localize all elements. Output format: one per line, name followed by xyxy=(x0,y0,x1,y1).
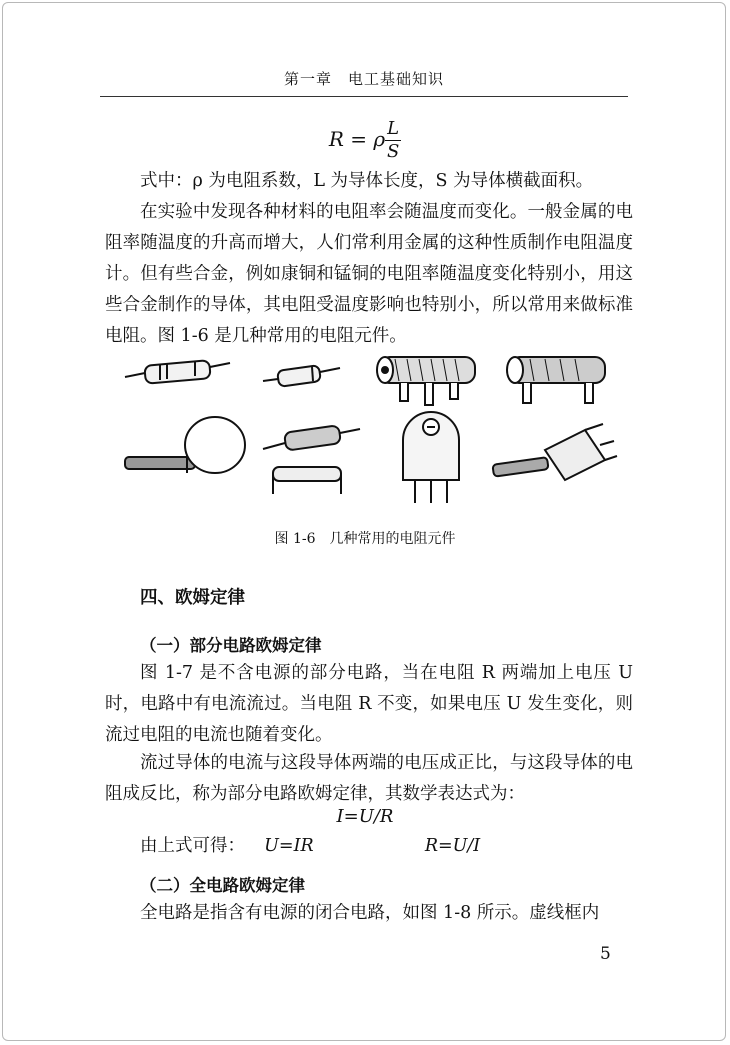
paragraph-full-circuit: 全电路是指含有电源的闭合电路，如图 1-8 所示。虚线框内 xyxy=(140,903,600,923)
potentiometer xyxy=(125,417,245,473)
resistor-figure xyxy=(115,345,625,515)
axial-resistor-large xyxy=(125,360,230,384)
resistor-with-bracket xyxy=(263,425,360,494)
running-header: 第一章 电工基础知识 xyxy=(100,62,628,97)
formula-fraction xyxy=(385,118,401,163)
trimmer-potentiometer xyxy=(403,412,459,503)
section-heading-ohms-law: 四、欧姆定律 xyxy=(140,588,245,608)
paragraph-temperature: 在实验中发现各种材料的电阻率会随温度而变化。一般金属的电阻率随温度的升高而增大，人们常利用金属的这种性质制作电阻温度计。但有些合金，例如康铜和锰铜的电阻率随温度变化特别小，用这些合金制作的导体，其电阻受温度影响也特别小，所以常用来做标准电阻。图 1-6 是几种常用的电阻元件。 xyxy=(105,202,633,346)
figure-caption: 图 1-6 几种常用的电阻元件 xyxy=(274,531,456,547)
wirewound-resistor-bracketed xyxy=(507,357,605,403)
paragraph-partial-circuit: 图 1-7 是不含电源的部分电路，当在电阻 R 两端加上电压 U 时，电路中有电流流过。当电阻 R 不变，如果电压 U 发生变化，则流过电阻的电流也随着变化。 xyxy=(105,663,633,745)
paragraph-definition: 式中：ρ 为电阻系数，L 为导体长度，S 为导体横截面积。 xyxy=(140,171,594,191)
formula-numerator: L xyxy=(387,118,400,139)
formula-lhs: R = ρ xyxy=(328,127,386,151)
subheading-full-circuit: （二）全电路欧姆定律 xyxy=(140,876,305,895)
formula-denominator: S xyxy=(386,141,400,162)
derived-equation-resistance: R=U/I xyxy=(424,836,481,856)
wirewound-resistor-tapped xyxy=(377,357,475,405)
ohms-law-equation: I=U/R xyxy=(336,806,394,827)
axial-resistor-small xyxy=(263,365,340,387)
subheading-partial-circuit: （一）部分电路欧姆定律 xyxy=(140,636,322,655)
derive-label: 由上式可得： xyxy=(140,836,245,856)
derived-equations xyxy=(140,832,480,857)
rotary-potentiometer xyxy=(492,424,617,480)
derived-equation-voltage: U=IR xyxy=(264,836,314,856)
page-number: 5 xyxy=(600,944,611,964)
paragraph-ohms-statement: 流过导体的电流与这段导体两端的电压成正比，与这段导体的电阻成反比，称为部分电路欧姆定律，其数学表达式为： xyxy=(105,753,633,804)
resistance-formula xyxy=(0,118,730,163)
